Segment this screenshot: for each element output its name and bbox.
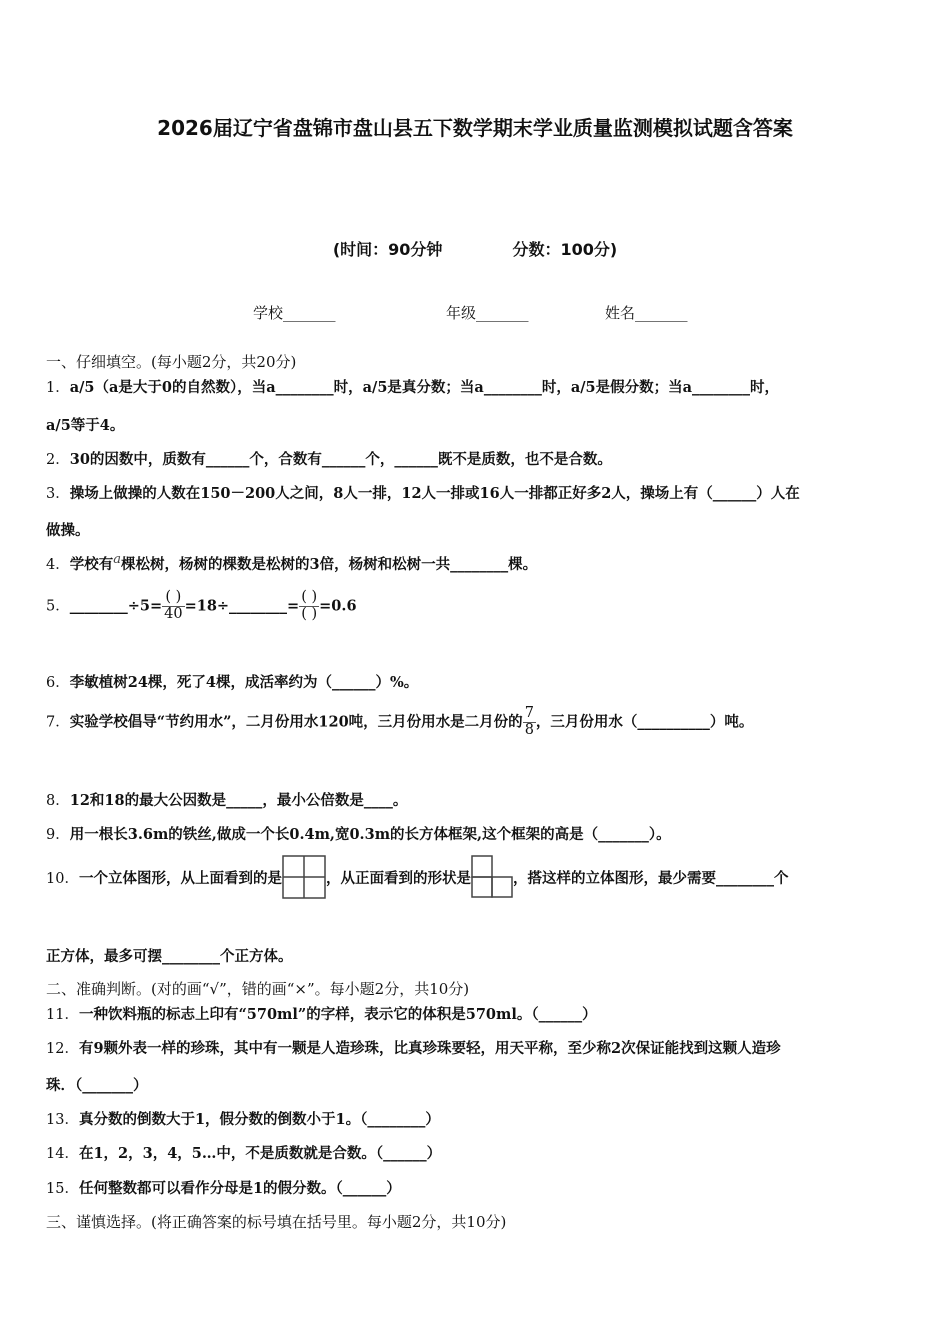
question-3-cont: 做操。	[46, 522, 90, 539]
question-text: 李敏植树24棵，死了4棵，成活率约为（______）%。	[69, 674, 419, 691]
question-text-pre: 学校有	[69, 555, 114, 573]
question-text-post: ，三月份用水（__________）吨。	[535, 713, 754, 731]
exam-info	[0, 237, 950, 260]
question-12	[46, 1037, 781, 1058]
question-number: 6．	[46, 675, 70, 691]
question-12-cont: 珠．（_______）	[46, 1077, 148, 1094]
question-text-post: 棵松树，杨树的棵数是松树的3倍，杨树和松树一共________棵。	[121, 555, 538, 573]
question-number: 4．	[46, 556, 70, 573]
variable-a: a	[113, 552, 121, 567]
question-number: 10．	[46, 871, 79, 887]
question-number: 5．	[46, 598, 70, 615]
question-7	[46, 706, 753, 739]
question-number: 9．	[46, 827, 70, 843]
question-number: 7．	[46, 714, 70, 731]
question-text: 真分数的倒数大于1，假分数的倒数小于1。（________）	[78, 1111, 440, 1128]
question-11	[46, 1003, 597, 1024]
fraction-1-denominator: 40	[164, 605, 183, 622]
question-number: 8．	[46, 793, 70, 809]
question-3	[46, 482, 800, 503]
question-14	[46, 1142, 441, 1163]
question-2	[46, 448, 612, 469]
question-5	[46, 590, 357, 623]
question-text: 操场上做操的人数在150－200人之间，8人一排，12人一排或16人一排都正好多2人，操场上有（______）人在	[69, 485, 800, 502]
question-9	[46, 823, 671, 844]
question-number: 14．	[46, 1146, 79, 1162]
question-text: 用一根长3.6m的铁丝,做成一个长0.4m,宽0.3m的长方体框架,这个框架的高是（_______）。	[69, 826, 671, 843]
fraction-numerator: 7	[524, 705, 534, 721]
exam-time: (时间：90分钟	[332, 240, 443, 259]
fraction-1-numerator: ( )	[162, 590, 184, 607]
question-text: a/5（a是大于0的自然数），当a________时，a/5是真分数；当a________时，a/5是假分数；当a________时，	[69, 379, 779, 396]
grade-field: 年级_______	[446, 304, 529, 322]
fraction-7-8	[523, 706, 536, 739]
front-view-shape-icon	[471, 855, 513, 903]
question-part-1: ________÷5=	[69, 597, 163, 615]
question-1	[46, 376, 779, 397]
top-view-grid-icon	[282, 855, 326, 903]
question-number: 15．	[46, 1181, 79, 1197]
question-13	[46, 1108, 440, 1129]
question-number: 13．	[46, 1112, 79, 1128]
question-text-1: 一个立体图形，从上面看到的是	[78, 870, 282, 887]
question-10-cont: 正方体，最多可摆________个正方体。	[46, 948, 293, 965]
question-text-3: ，搭这样的立体图形，最少需要________个	[512, 870, 789, 887]
question-8	[46, 789, 407, 810]
question-1-cont: a/5等于4。	[46, 417, 125, 434]
question-number: 3．	[46, 486, 70, 502]
question-number: 2．	[46, 452, 70, 468]
fraction-2	[299, 590, 319, 623]
question-number: 11．	[46, 1007, 79, 1023]
question-text: 30的因数中，质数有______个，合数有______个，______既不是质数，也不是合数。	[69, 451, 612, 468]
question-part-3: =0.6	[319, 597, 357, 615]
question-15	[46, 1177, 401, 1198]
name-field: 姓名_______	[605, 304, 688, 322]
exam-score: 分数：100分)	[512, 240, 618, 259]
question-10	[46, 855, 788, 903]
fraction-2-denominator: ( )	[301, 605, 318, 622]
section-3-heading: 三、谨慎选择。(将正确答案的标号填在括号里。每小题2分，共10分)	[46, 1213, 507, 1231]
question-text: 有9颗外表一样的珍珠，其中有一颗是人造珍珠，比真珍珠要轻，用天平称，至少称2次保证能找到这颗人造珍	[78, 1040, 781, 1057]
question-number: 1．	[46, 380, 70, 396]
fraction-2-numerator: ( )	[301, 589, 318, 605]
page-title: 2026届辽宁省盘锦市盘山县五下数学期末学业质量监测模拟试题含答案	[157, 116, 793, 140]
question-text: 12和18的最大公因数是_____，最小公倍数是____。	[69, 792, 408, 809]
question-6	[46, 671, 418, 692]
question-part-2: =18÷________=	[184, 597, 300, 615]
question-text-2: ，从正面看到的形状是	[325, 870, 471, 887]
fraction-denominator: 8	[524, 721, 534, 738]
question-text: 一种饮料瓶的标志上印有“570ml”的字样，表示它的体积是570ml。（______）	[78, 1006, 597, 1023]
question-text-pre: 实验学校倡导“节约用水”，二月份用水120吨，三月份用水是二月份的	[69, 713, 523, 731]
fraction-1	[162, 590, 184, 623]
question-4	[46, 552, 537, 574]
question-number: 12．	[46, 1041, 79, 1057]
section-1-heading: 一、仔细填空。(每小题2分，共20分)	[46, 353, 297, 371]
section-2-heading: 二、准确判断。(对的画“√”，错的画“×”。每小题2分，共10分)	[46, 980, 470, 998]
question-text: 任何整数都可以看作分母是1的假分数。（______）	[78, 1180, 401, 1197]
school-field: 学校_______	[253, 304, 336, 322]
question-text: 在1，2，3，4，5…中，不是质数就是合数。（______）	[78, 1145, 442, 1162]
